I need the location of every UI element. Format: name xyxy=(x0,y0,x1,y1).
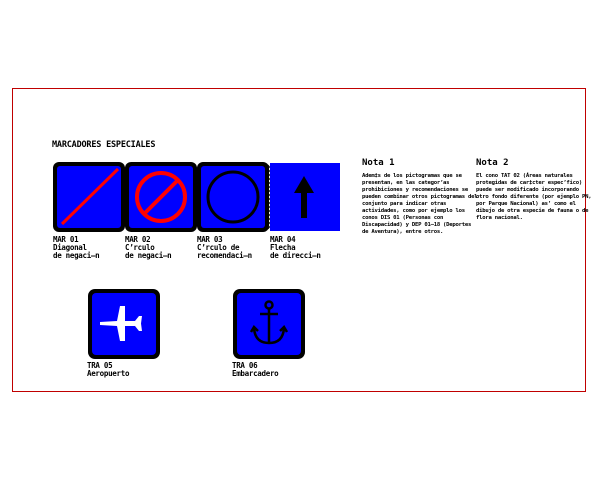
transport-name-2: Embarcadero xyxy=(232,369,279,378)
marker-arrow-sign xyxy=(270,161,342,233)
marker-name-1: Diagonal de negaci—n xyxy=(53,243,100,260)
transport-airport-sign xyxy=(87,288,161,360)
marker-diagonal-sign xyxy=(52,161,126,233)
marker-code-3: MAR 03 xyxy=(197,235,223,244)
marker-name-3: C’rculo de recomendaci—n xyxy=(197,243,252,260)
marker-code-1: MAR 01 xyxy=(53,235,79,244)
marker-recommendation-sign xyxy=(196,161,272,233)
marker-name-2: C’rculo de negaci—n xyxy=(125,243,172,260)
marker-prohibition-sign xyxy=(124,161,198,233)
section-title: MARCADORES ESPECIALES xyxy=(52,140,156,150)
transport-pier-sign xyxy=(232,288,306,360)
marker-code-4: MAR 04 xyxy=(270,235,296,244)
note-1-body: Adem‡s de los pictogramas que se presentan, en las categor’as prohibiciones y recomendaciones se pueden combinar otros pictogramas del conjunto para indicar otras actividades, como por ejemplo los conos DIS 01 (Personas con Discapacidad) y DEP 01–18 (Deportes de Aventura), entre otros. xyxy=(362,173,478,235)
note-2-body: El cono TAT 02 (Áreas naturales protegidas de car‡cter espec’fico) puede ser modificado incorporando otro fondo diferente (por ejemplo PN, por Parque Nacional) as’ como el dibujo de otra especie de fauna o de flora nacional. xyxy=(476,173,592,221)
marker-name-4: Flecha de direcci—n xyxy=(270,243,321,260)
note-1-title: Nota 1 xyxy=(362,158,395,168)
transport-name-1: Aeropuerto xyxy=(87,369,130,378)
transport-code-2: TRA 06 xyxy=(232,361,258,370)
transport-code-1: TRA 05 xyxy=(87,361,113,370)
note-2-title: Nota 2 xyxy=(476,158,509,168)
marker-code-2: MAR 02 xyxy=(125,235,151,244)
